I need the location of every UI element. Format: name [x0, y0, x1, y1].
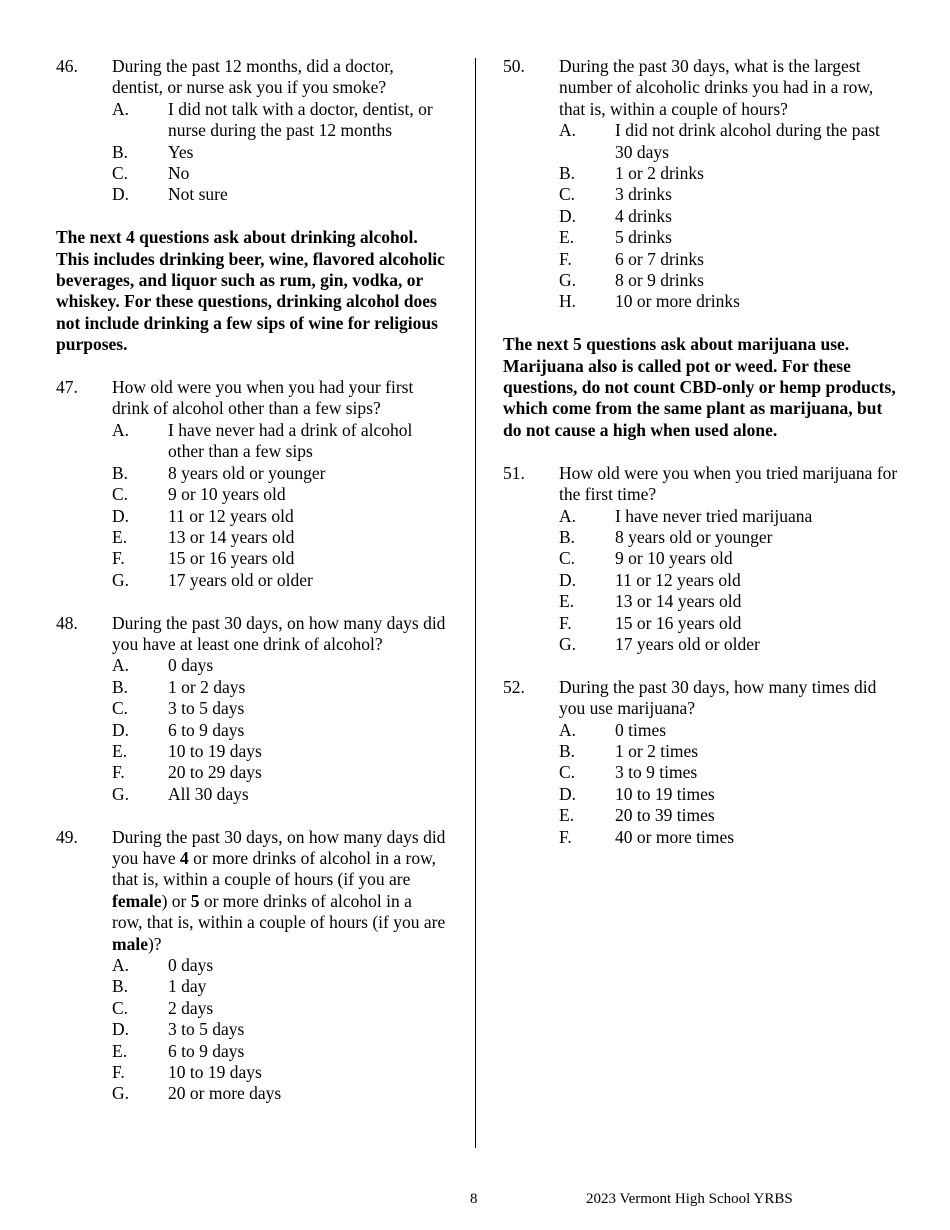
answer-option: [559, 805, 898, 826]
answer-option: [112, 976, 446, 997]
option-text: 1 or 2 times: [615, 740, 699, 761]
answer-option: [112, 998, 446, 1019]
option-letter: C.: [112, 484, 129, 505]
answer-option: [112, 142, 446, 163]
question-51: [503, 463, 898, 656]
marijuana-section-intro: The next 5 questions ask about marijuana use. Marijuana also is called pot or weed. For these questions, do not count CBD-only or hemp products, which come from the same plant as marijuana, but do not cause a high when used alone.: [503, 334, 896, 440]
answer-option: [112, 784, 446, 805]
answer-option: [112, 762, 446, 783]
question-number: 47.: [56, 377, 78, 398]
option-text: 0 days: [168, 955, 214, 975]
option-text: 6 to 9 days: [168, 719, 245, 740]
emphasis-number-4: 4: [180, 847, 189, 868]
option-letter: D.: [559, 783, 577, 804]
answer-option: [112, 548, 446, 569]
option-letter: E.: [559, 805, 575, 826]
answer-option: [112, 698, 446, 719]
page-number: 8: [470, 1191, 478, 1207]
answer-option: [112, 1041, 446, 1062]
option-text: 8 years old or younger: [168, 462, 326, 483]
option-letter: D.: [112, 184, 130, 205]
option-text: I did not drink alcohol during the past 30 days: [615, 120, 880, 162]
question-text: During the past 12 months, did a doctor, dentist, or nurse ask you if you smoke?: [112, 56, 394, 98]
option-letter: D.: [112, 719, 130, 740]
answer-options: [112, 99, 446, 206]
option-text: 13 or 14 years old: [168, 526, 295, 547]
option-letter: E.: [112, 526, 128, 547]
option-text: 10 to 19 times: [615, 783, 715, 804]
option-text: 11 or 12 years old: [615, 569, 741, 590]
document-title: 2023 Vermont High School YRBS: [586, 1191, 793, 1207]
answer-options: [112, 655, 446, 805]
option-letter: A.: [112, 655, 130, 676]
answer-options: [559, 120, 898, 313]
answer-option: [559, 591, 898, 612]
question-number: 51.: [503, 462, 525, 483]
option-letter: C.: [112, 163, 129, 184]
answer-option: [559, 120, 898, 163]
answer-option: [559, 613, 898, 634]
answer-option: [559, 249, 898, 270]
option-text: 20 to 39 times: [615, 805, 715, 826]
option-text: 9 or 10 years old: [168, 484, 286, 505]
answer-option: [112, 506, 446, 527]
option-letter: E.: [559, 591, 575, 612]
option-text: I have never had a drink of alcohol other than a few sips: [168, 419, 413, 462]
answer-option: [112, 570, 446, 591]
option-letter: G.: [559, 270, 577, 291]
question-text-part: or more drinks of alcohol in a row, that is, within a couple of hours (if you are: [112, 890, 446, 933]
option-letter: F.: [112, 762, 125, 783]
question-49: [56, 827, 446, 1105]
option-text: 20 to 29 days: [168, 762, 262, 783]
option-letter: B.: [112, 676, 129, 697]
answer-option: [559, 206, 898, 227]
option-text: 3 to 9 times: [615, 762, 698, 783]
option-letter: G.: [112, 569, 130, 590]
option-letter: F.: [112, 1062, 125, 1083]
answer-option: [559, 762, 898, 783]
option-text: 20 or more days: [168, 1083, 282, 1104]
option-text: No: [168, 163, 190, 184]
option-letter: H.: [559, 291, 577, 312]
question-text: How old were you when you had your first drink of alcohol other than a few sips?: [112, 377, 414, 419]
option-text: 2 days: [168, 997, 214, 1018]
option-letter: A.: [559, 120, 577, 141]
option-text: 1 or 2 drinks: [615, 163, 704, 184]
emphasis-number-5: 5: [190, 890, 200, 911]
question-text: During the past 30 days, on how many days did you have at least one drink of alcohol?: [112, 612, 446, 654]
answer-option: [112, 741, 446, 762]
option-letter: C.: [112, 698, 129, 719]
answer-option: [112, 184, 446, 205]
answer-option: [559, 570, 898, 591]
option-text: Yes: [168, 141, 194, 162]
answer-option: [112, 527, 446, 548]
answer-option: [112, 677, 446, 698]
option-letter: F.: [559, 612, 572, 633]
answer-option: [559, 827, 898, 848]
option-text: 9 or 10 years old: [615, 548, 733, 569]
answer-option: [112, 99, 446, 142]
answer-option: [112, 1062, 446, 1083]
question-text: During the past 30 days, how many times did you use marijuana?: [559, 676, 877, 719]
option-text: 15 or 16 years old: [615, 612, 742, 633]
question-48: [56, 613, 446, 806]
answer-option: [559, 184, 898, 205]
question-52: [503, 677, 898, 848]
option-text: 8 or 9 drinks: [615, 270, 704, 291]
option-letter: D.: [559, 569, 577, 590]
option-letter: C.: [112, 997, 129, 1018]
option-letter: B.: [559, 526, 576, 547]
option-letter: G.: [559, 633, 577, 654]
option-text: 8 years old or younger: [615, 526, 773, 547]
option-letter: D.: [112, 505, 130, 526]
option-text: 4 drinks: [615, 205, 672, 226]
option-letter: F.: [112, 548, 125, 569]
option-text: All 30 days: [168, 783, 249, 804]
option-letter: B.: [112, 462, 129, 483]
answer-option: [112, 955, 446, 976]
option-letter: A.: [112, 955, 130, 975]
question-number: 46.: [56, 56, 78, 76]
option-letter: A.: [112, 98, 130, 119]
option-text: 3 to 5 days: [168, 698, 245, 719]
option-text: 10 to 19 days: [168, 740, 262, 761]
option-text: 0 days: [168, 655, 214, 676]
answer-options: [559, 506, 898, 656]
answer-options: [112, 420, 446, 591]
option-text: 6 to 9 days: [168, 1040, 245, 1061]
option-text: 1 or 2 days: [168, 676, 246, 697]
option-letter: G.: [112, 783, 130, 804]
question-text-part: )?: [147, 933, 162, 954]
option-text: 5 drinks: [615, 227, 672, 248]
question-number: 48.: [56, 612, 78, 633]
answer-option: [559, 163, 898, 184]
answer-option: [559, 527, 898, 548]
option-letter: E.: [112, 1040, 128, 1061]
question-number: 49.: [56, 826, 78, 847]
answer-option: [112, 720, 446, 741]
answer-option: [559, 270, 898, 291]
option-text: 15 or 16 years old: [168, 548, 295, 569]
answer-option: [112, 484, 446, 505]
right-column: [503, 56, 898, 869]
question-text: [112, 827, 446, 955]
option-text: 17 years old or older: [168, 569, 313, 590]
option-letter: A.: [559, 719, 577, 740]
answer-option: [112, 420, 446, 463]
option-letter: G.: [112, 1083, 130, 1104]
question-number: 52.: [503, 676, 525, 697]
question-50: [503, 56, 898, 313]
question-text-part: During the past 30 days, on how many days did you have: [112, 826, 446, 868]
option-text: 40 or more times: [615, 826, 735, 847]
question-text-part: or more drinks of alcohol in a row, that is, within a couple of hours (if you are: [112, 847, 437, 890]
answer-option: [112, 1083, 446, 1104]
option-letter: F.: [559, 826, 572, 847]
answer-options: [112, 955, 446, 1105]
option-letter: E.: [559, 227, 575, 248]
question-text: During the past 30 days, what is the largest number of alcoholic drinks you had in a row, that is, within a couple of hours?: [559, 56, 874, 119]
option-letter: B.: [559, 740, 576, 761]
answer-options: [559, 720, 898, 848]
option-text: 1 day: [168, 976, 207, 997]
emphasis-male: male: [112, 933, 148, 954]
option-letter: B.: [559, 163, 576, 184]
option-text: 17 years old or older: [615, 633, 760, 654]
answer-option: [112, 655, 446, 676]
alcohol-section-intro: The next 4 questions ask about drinking alcohol. This includes drinking beer, wine, flavored alcoholic beverages, and liquor such as rum, gin, vodka, or whiskey. For these questions, drinking alcohol does not include drinking a few sips of wine for religious purposes.: [56, 227, 445, 355]
option-text: 0 times: [615, 719, 667, 740]
answer-option: [559, 784, 898, 805]
option-text: 10 or more drinks: [615, 291, 740, 312]
option-letter: A.: [559, 505, 577, 526]
option-text: I have never tried marijuana: [615, 505, 813, 526]
option-letter: D.: [559, 205, 577, 226]
answer-option: [559, 548, 898, 569]
question-text: How old were you when you tried marijuana for the first time?: [559, 462, 898, 505]
option-letter: A.: [112, 419, 130, 440]
option-text: I did not talk with a doctor, dentist, or nurse during the past 12 months: [168, 98, 433, 141]
question-47: [56, 377, 446, 591]
option-letter: C.: [559, 762, 576, 783]
left-column: [56, 56, 446, 1126]
option-text: 6 or 7 drinks: [615, 248, 704, 269]
column-divider: [475, 58, 476, 1148]
option-letter: B.: [112, 976, 129, 997]
option-text: 10 to 19 days: [168, 1062, 262, 1083]
question-number: 50.: [503, 56, 525, 76]
option-letter: C.: [559, 184, 576, 205]
emphasis-female: female: [112, 890, 162, 911]
answer-option: [559, 720, 898, 741]
answer-option: [112, 1019, 446, 1040]
option-letter: F.: [559, 248, 572, 269]
answer-option: [559, 291, 898, 312]
answer-option: [112, 163, 446, 184]
answer-option: [559, 634, 898, 655]
option-text: 11 or 12 years old: [168, 505, 294, 526]
option-letter: B.: [112, 141, 129, 162]
option-text: Not sure: [168, 184, 228, 205]
answer-option: [559, 506, 898, 527]
option-text: 3 to 5 days: [168, 1019, 245, 1040]
option-text: 13 or 14 years old: [615, 591, 742, 612]
option-letter: D.: [112, 1019, 130, 1040]
option-letter: E.: [112, 740, 128, 761]
question-text-part: ) or: [161, 890, 191, 911]
option-letter: C.: [559, 548, 576, 569]
answer-option: [112, 463, 446, 484]
answer-option: [559, 741, 898, 762]
option-text: 3 drinks: [615, 184, 672, 205]
answer-option: [559, 227, 898, 248]
question-46: [56, 56, 446, 206]
